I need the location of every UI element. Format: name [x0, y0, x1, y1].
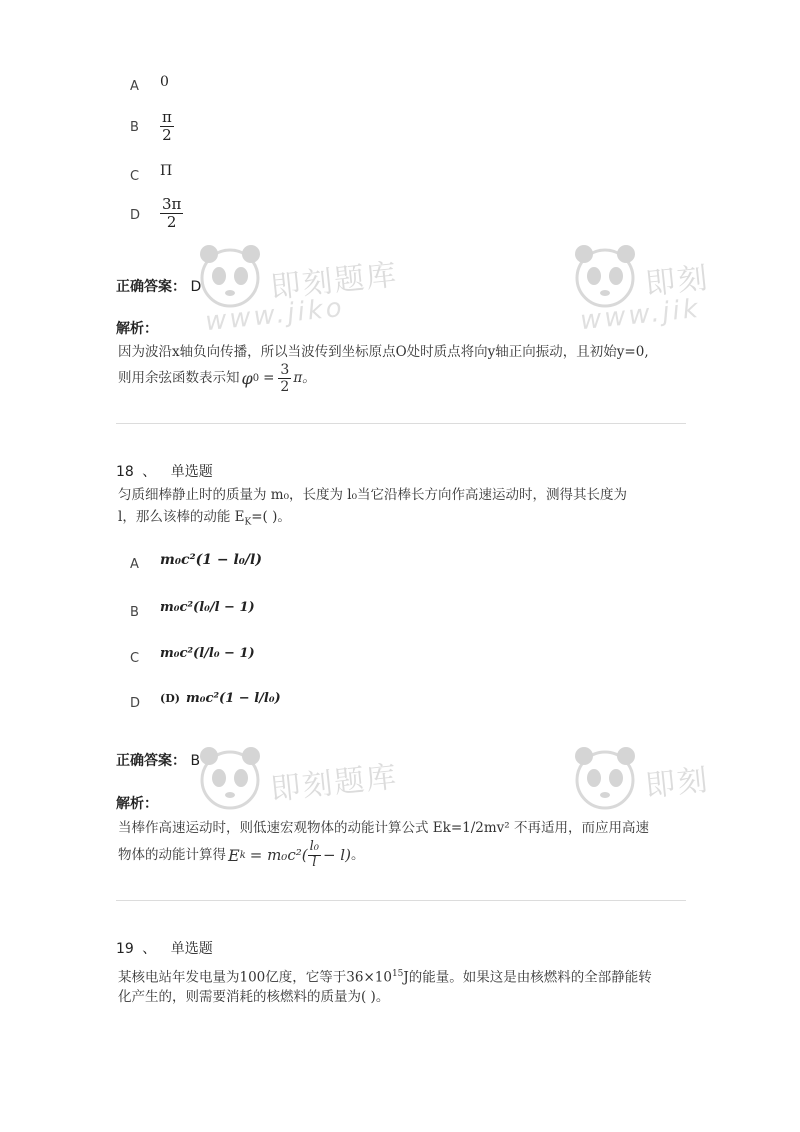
watermark-brand: 即刻	[643, 260, 712, 303]
option-letter: B	[130, 605, 139, 620]
option-letter: B	[130, 120, 139, 135]
option-fraction: $\frac{3\pi}{2}$	[162, 195, 182, 232]
q18-analysis-label: 解析：	[116, 796, 158, 812]
option-formula: m₀c²(l/l₀ − 1)	[160, 646, 255, 661]
answer-value: D	[190, 279, 202, 295]
option-letter: A	[130, 557, 139, 572]
question-sep: 、	[142, 464, 157, 480]
q17-answer	[116, 276, 201, 296]
option-letter: D	[130, 208, 141, 223]
answer-label: 正确答案：	[116, 753, 186, 769]
q17-analysis-line1: 因为波沿x轴负向传播，所以当波传到坐标原点O处时质点将向y轴正向振动，且初始y=0,	[118, 344, 649, 360]
option-b[interactable]	[130, 600, 255, 620]
option-letter: C	[130, 169, 140, 184]
option-value: Π	[160, 163, 173, 179]
panda-logo-icon	[570, 740, 640, 820]
question-number: 19	[116, 941, 134, 957]
question-number: 18	[116, 464, 134, 480]
option-letter: D	[130, 696, 141, 711]
option-c[interactable]	[130, 646, 255, 666]
option-a[interactable]	[130, 552, 262, 572]
panda-logo-icon	[570, 238, 640, 318]
watermark-brand: 即刻题库	[268, 759, 400, 808]
q19-stem-line1: 某核电站年发电量为100亿度，它等于$36\times 10^{15}J$的能量。如果这是由核燃料的全部静能转	[118, 969, 652, 986]
option-value: 0	[160, 74, 169, 90]
watermark-brand: 即刻	[643, 762, 712, 805]
answer-value: B	[190, 753, 201, 769]
watermark-brand: 即刻题库	[268, 257, 400, 306]
question-type: 单选题	[170, 464, 213, 480]
option-fraction: $\frac{\pi}{2}$	[162, 108, 172, 145]
option-letter: A	[130, 79, 139, 94]
watermark-url: www.jiko	[203, 292, 346, 338]
q19-stem-line2: 化产生的，则需要消耗的核燃料的质量为( )。	[118, 989, 390, 1005]
q18-analysis-line2: 物体的动能计算得 E k = m₀c²( $\frac{\text{l₀}}{l}$ − l) 。	[118, 839, 365, 870]
q19-header	[116, 938, 213, 958]
q18-analysis-line1: 当棒作高速运动时，则低速宏观物体的动能计算公式 Ek=1/2mv² 不再适用，而应用高速	[118, 820, 649, 836]
q18-stem-line1: 匀质细棒静止时的质量为 m₀，长度为 l₀当它沿棒长方向作高速运动时，测得其长度为	[118, 487, 628, 503]
q18-stem-line2: l，那么该棒的动能 $E_K=$( )。	[118, 509, 291, 528]
question-sep: 、	[142, 941, 157, 957]
analysis-fraction: $\frac{3}{2}$	[280, 362, 290, 396]
option-prefix: (D)	[160, 692, 180, 705]
q17-analysis-line2: 则用余弦函数表示知 φ 0 = $\frac{3}{2}$ π。	[118, 362, 316, 396]
option-a[interactable]	[130, 74, 169, 94]
watermark	[570, 238, 800, 338]
option-d[interactable]	[130, 691, 281, 711]
watermark	[195, 238, 455, 338]
q17-analysis-label: 解析：	[116, 321, 158, 337]
option-formula: m₀c²(1 − l₀/l)	[160, 552, 262, 568]
divider	[116, 423, 686, 424]
option-formula: m₀c²(l₀/l − 1)	[160, 600, 255, 615]
q18-answer	[116, 750, 200, 770]
panda-logo-icon	[195, 238, 265, 318]
option-letter: C	[130, 651, 140, 666]
option-formula: m₀c²(1 − l/l₀)	[186, 691, 281, 706]
question-type: 单选题	[170, 941, 213, 957]
watermark-url: www.jik	[578, 293, 703, 337]
q18-header	[116, 461, 213, 481]
option-c[interactable]	[130, 163, 173, 184]
analysis-fraction: $\frac{\text{l₀}}{l}$	[309, 839, 319, 870]
panda-logo-icon	[195, 740, 265, 820]
answer-label: 正确答案：	[116, 279, 186, 295]
divider	[116, 900, 686, 901]
